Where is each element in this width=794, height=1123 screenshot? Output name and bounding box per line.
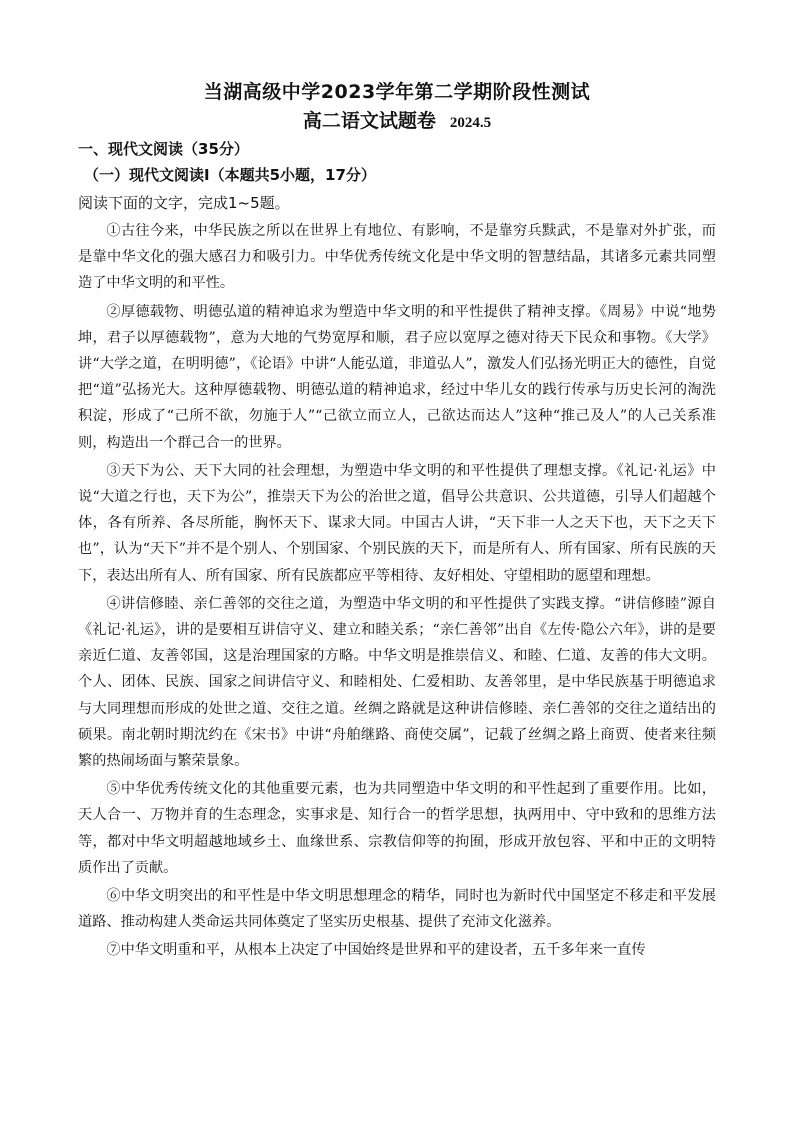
- paragraph-2: ②厚德载物、明德弘道的精神追求为塑造中华文明的和平性提供了精神支撑。《周易》中说“地势坤，君子以厚德载物”，意为大地的气势宽厚和顺，君子应以宽厚之德对待天下民众和事物。《大学》讲“大学之道，在明明德”，《论语》中讲“人能弘道，非道弘人”，激发人们弘扬光明正大的德性，自觉把“道”弘扬光大。这种厚德载物、明德弘道的精神追求，经过中华儿女的践行传承与历史长河的淘洗积淀，形成了“己所不欲，勿施于人”“己欲立而立人，己欲达而达人”这种“推己及人”的人己关系准则，构造出一个群己合一的世界。: [78, 303, 716, 451]
- reading-instruction: 阅读下面的文字，完成1~5题。: [78, 194, 290, 212]
- subsection-heading: （一）现代文阅读Ⅰ（本题共5小题，17分）: [84, 166, 376, 184]
- paragraph-3: ③天下为公、天下大同的社会理想，为塑造中华文明的和平性提供了理想支撑。《礼记·礼运》中说“大道之行也，天下为公”，推崇天下为公的治世之道，倡导公共意识、公共道德，引导人们超越个体，各有所养、各尽所能，胸怀天下、谋求大同。中国古人讲，“天下非一人之天下也，天下之天下也”，认为“天下”并不是个别人、个别国家、个别民族的天下，而是所有人、所有国家、所有民族的天下，表达出所有人、所有国家、所有民族都应平等相待、友好相处、守望相助的愿望和理想。: [78, 462, 716, 584]
- exam-subtitle-line: [0, 109, 794, 135]
- paragraph-4: ④讲信修睦、亲仁善邻的交往之道，为塑造中华文明的和平性提供了实践支撑。“讲信修睦”源自《礼记·礼运》，讲的是要相互讲信守义、建立和睦关系；“亲仁善邻”出自《左传·隐公六年》，讲的是要亲近仁道、友善邻国，这是治理国家的方略。中华文明是推崇信义、和睦、仁道、友善的伟大文明。个人、团体、民族、国家之间讲信守义、和睦相处、仁爱相助、友善邻里，是中华民族基于明德追求与大同理想而形成的处世之道、交往之道。丝绸之路就是这种讲信修睦、亲仁善邻的交往之道结出的硕果。南北朝时期沈约在《宋书》中讲“舟舶继路、商使交属”，记载了丝绸之路上商贾、使者来往频繁的热闹场面与繁荣景象。: [78, 595, 716, 770]
- paragraph-7: ⑦中华文明重和平，从根本上决定了中国始终是世界和平的建设者，五千多年来一直传: [106, 942, 646, 959]
- section-heading: 一、现代文阅读（35分）: [78, 140, 249, 158]
- exam-subtitle: 高二语文试题卷: [302, 110, 436, 132]
- paragraph-5: ⑤中华优秀传统文化的其他重要元素，也为共同塑造中华文明的和平性起到了重要作用。比如，天人合一、万物并育的生态理念，实事求是、知行合一的哲学思想，执两用中、守中致和的思维方法等，都对中华文明超越地域乡土、血缘世系、宗教信仰等的拘囿，形成开放包容、平和中正的文明特质作出了贡献。: [78, 781, 716, 876]
- passage-body: [78, 218, 716, 966]
- exam-title: 当湖高级中学2023学年第二学期阶段性测试: [203, 81, 591, 103]
- exam-date: 2024.5: [449, 115, 492, 131]
- paragraph-1: ①古往今来，中华民族之所以在世界上有地位、有影响，不是靠穷兵黩武，不是靠对外扩张，而是靠中华文化的强大感召力和吸引力。中华优秀传统文化是中华文明的智慧结晶，其诸多元素共同塑造了中华文明的和平性。: [78, 223, 716, 292]
- paragraph-6: ⑥中华文明突出的和平性是中华文明思想理念的精华，同时也为新时代中国坚定不移走和平发展道路、推动构建人类命运共同体奠定了坚实历史根基、提供了充沛文化滋养。: [78, 888, 716, 931]
